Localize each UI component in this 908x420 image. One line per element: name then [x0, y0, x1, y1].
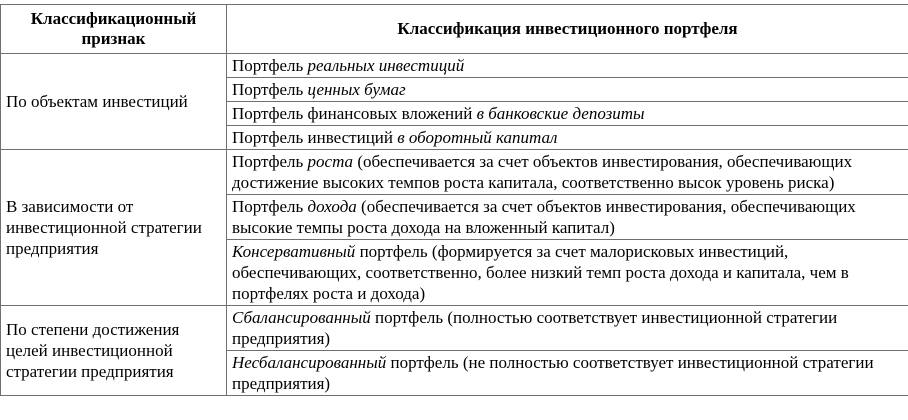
classification-item: Портфель ценных бумаг	[227, 78, 908, 102]
criterion-objects: По объектам инвестиций	[1, 54, 227, 150]
table-row	[1, 306, 908, 351]
classification-item: Портфель реальных инвестиций	[227, 54, 908, 78]
criterion-strategy: В зависимости от инвестиционной стратегии предприятия	[1, 150, 227, 306]
header-classification: Классификация инвестиционного портфеля	[227, 5, 908, 54]
classification-item: Портфель инвестиций в оборотный капитал	[227, 126, 908, 150]
header-criterion: Классификационный признак	[1, 5, 227, 54]
criterion-goals: По степени достижения целей инвестиционной стратегии предприятия	[1, 306, 227, 396]
table-row	[1, 150, 908, 195]
table-row	[1, 54, 908, 78]
classification-item: Консервативный портфель (формируется за счет малорисковых инвестиций, обеспечивающих, соответственно, более низкий темп роста дохода и капитала, чем в портфелях роста и дохода)	[227, 240, 908, 306]
classification-table	[0, 4, 908, 396]
classification-item: Сбалансированный портфель (полностью соответствует инвестиционной стратегии предприятия)	[227, 306, 908, 351]
classification-item: Несбалансированный портфель (не полностью соответствует инвестиционной стратегии предприятия)	[227, 351, 908, 396]
classification-item: Портфель дохода (обеспечивается за счет объектов инвестирования, обеспечивающих высокие темпы роста дохода на вложенный капитал)	[227, 195, 908, 240]
header-row	[1, 5, 908, 54]
classification-item: Портфель финансовых вложений в банковские депозиты	[227, 102, 908, 126]
classification-item: Портфель роста (обеспечивается за счет объектов инвестирования, обеспечивающих достижение высоких темпов роста капитала, соответственно высок уровень риска)	[227, 150, 908, 195]
